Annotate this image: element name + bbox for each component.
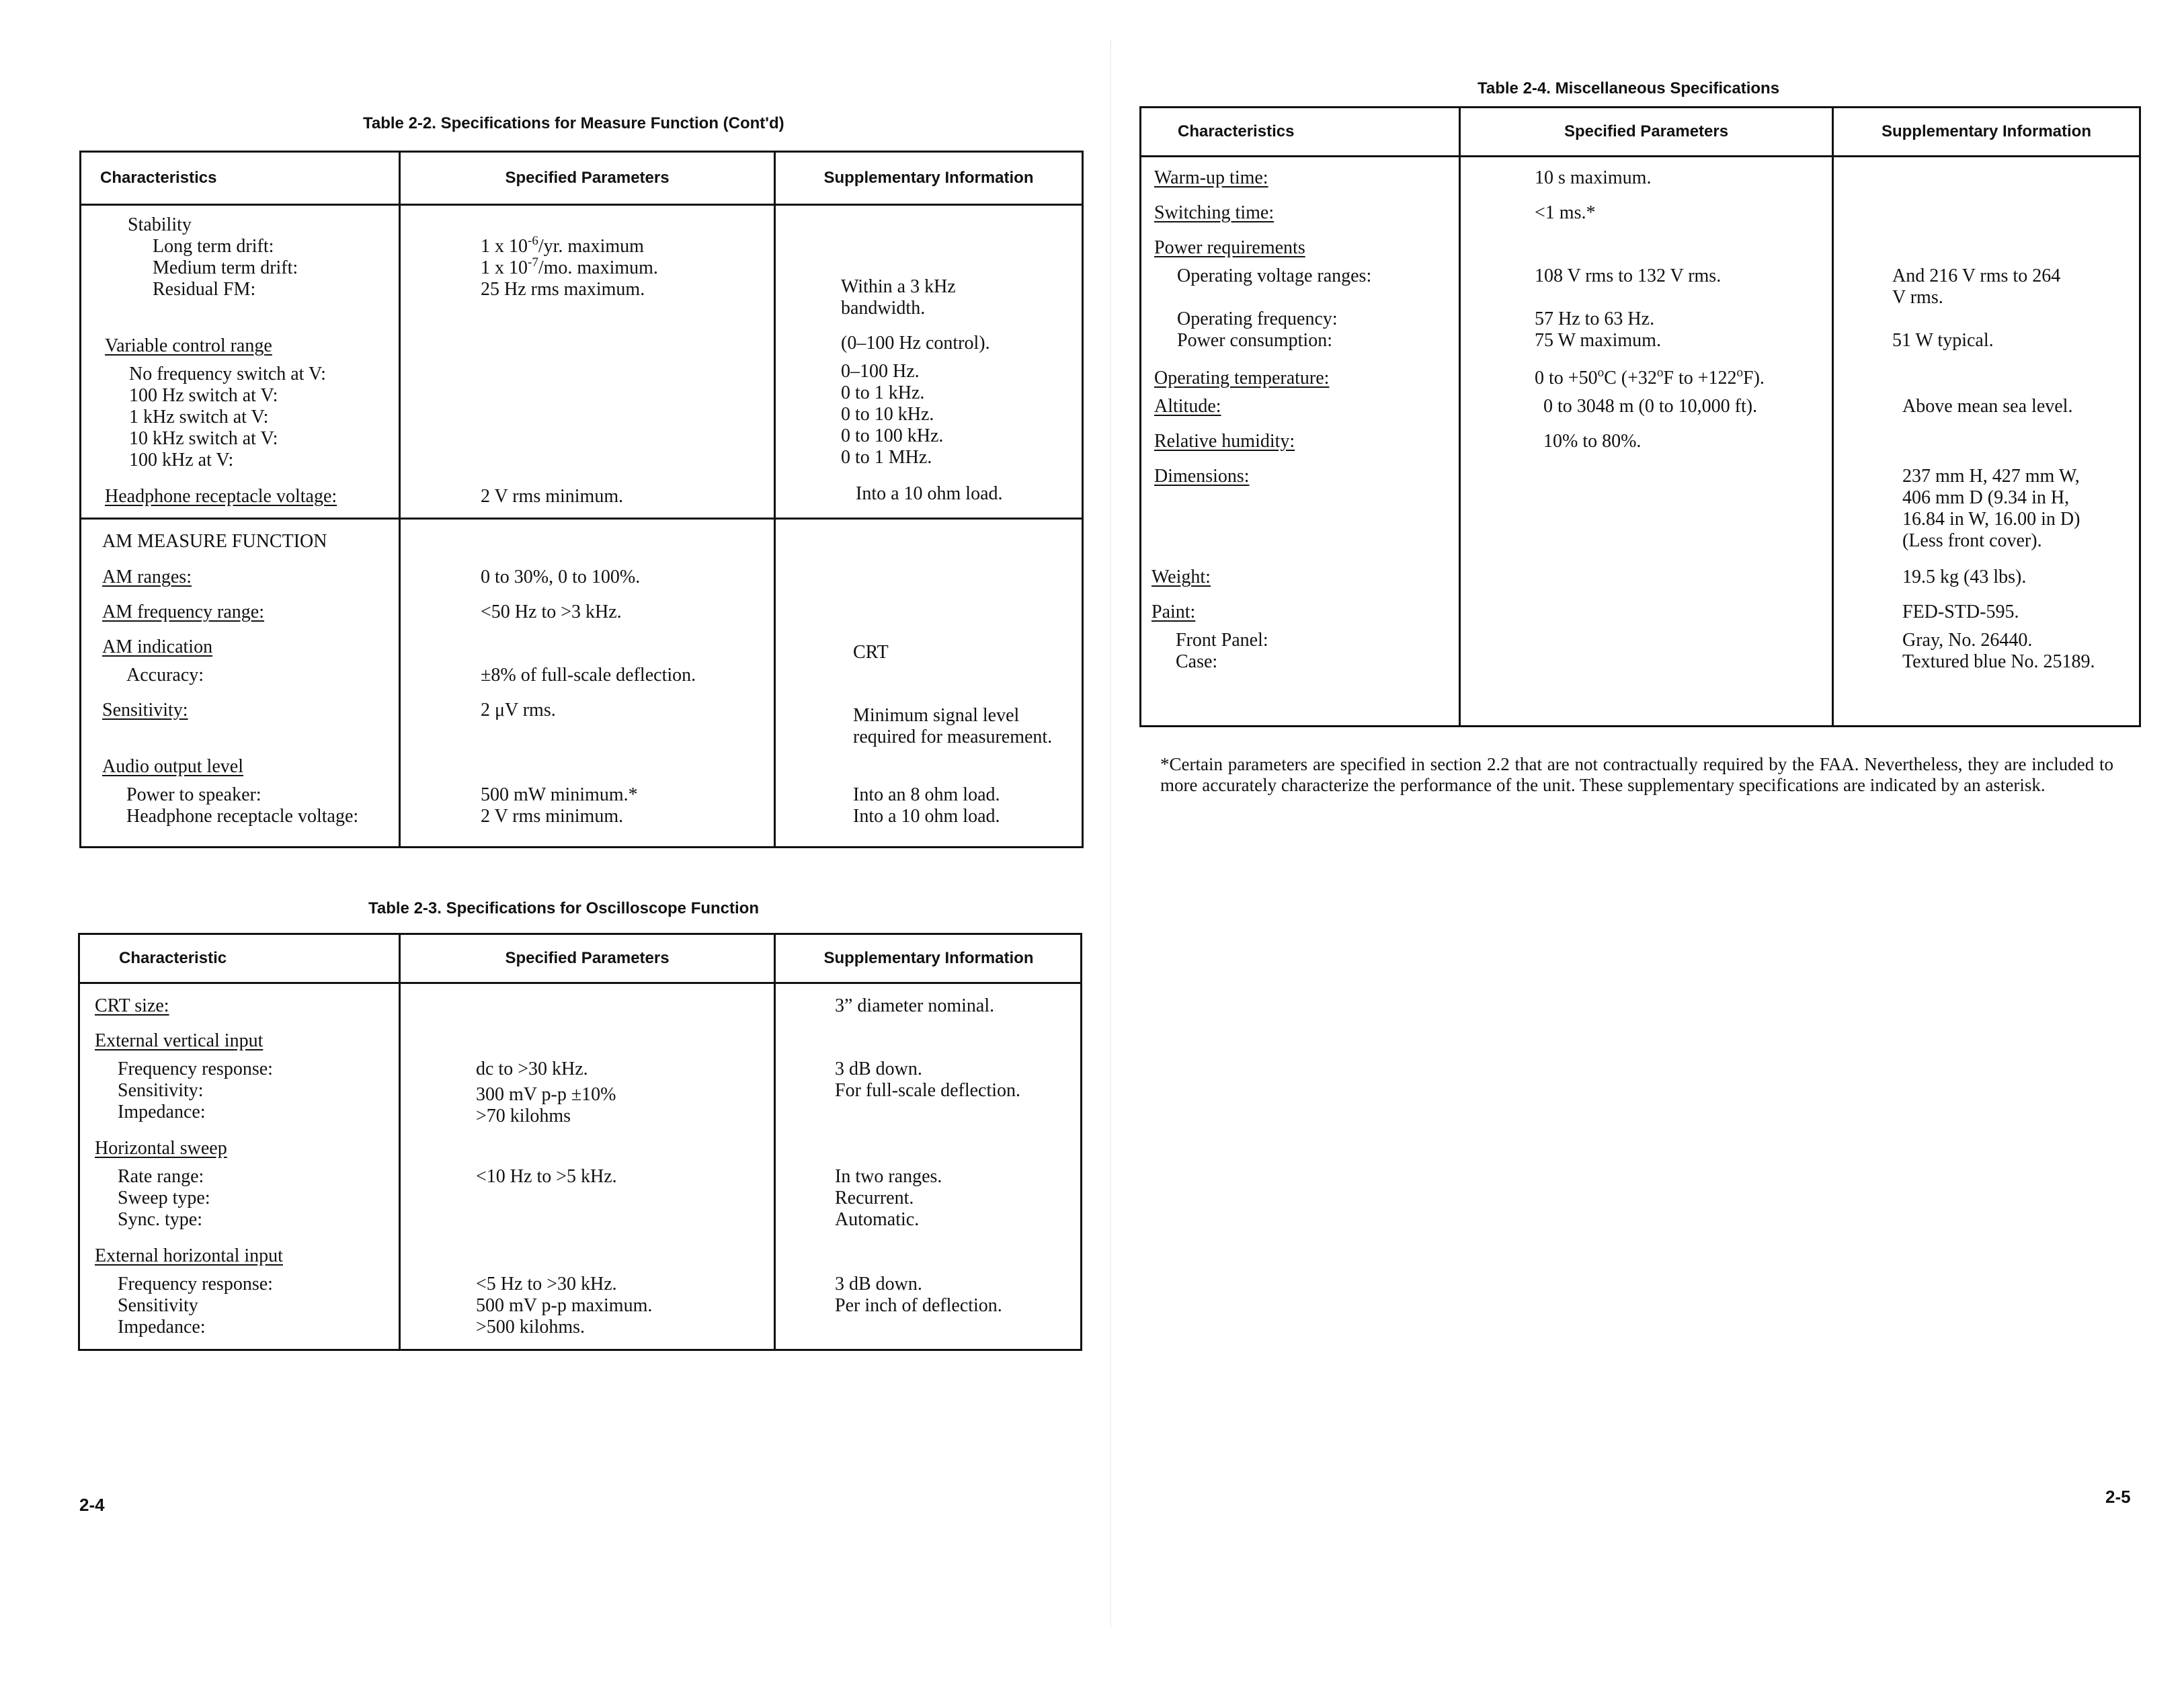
supplementary-info: In two ranges. [835,1166,942,1187]
table-header [81,153,1082,206]
supplementary-info: Per inch of deflection. [835,1295,1002,1316]
specified-value: 0 to 3048 m (0 to 10,000 ft). [1543,396,1758,417]
specified-value: 75 W maximum. [1535,330,1661,351]
specified-value: <5 Hz to >30 kHz. [476,1274,617,1294]
supplementary-info: 16.84 in W, 16.00 in D) [1902,509,2080,530]
row-label: Sensitivity: [118,1080,204,1101]
row-heading: AM indication [102,636,213,657]
row-label: Frequency response: [118,1274,273,1294]
supplementary-info: Gray, No. 26440. [1902,630,2033,651]
supplementary-info: Into a 10 ohm load. [853,806,1000,827]
specified-value: 108 V rms to 132 V rms. [1535,265,1722,286]
supplementary-info: Within a 3 kHz [841,276,956,297]
specified-value: 10% to 80%. [1543,431,1642,452]
row-label: Impedance: [118,1317,206,1337]
table-2-3 [78,933,1082,1351]
row-heading: Switching time: [1154,202,1275,223]
supplementary-info: 0 to 100 kHz. [841,425,944,446]
supplementary-info: CRT [853,642,889,663]
row-heading: Audio output level [102,756,243,777]
specified-value: 300 mV p-p ±10% [476,1084,616,1105]
row-heading: External horizontal input [95,1245,283,1266]
row-label: Headphone receptacle voltage: [126,806,359,827]
row-label: Sweep type: [118,1188,210,1208]
supplementary-info: 3 dB down. [835,1274,922,1294]
specified-value: dc to >30 kHz. [476,1059,588,1079]
specified-value: 2 μV rms. [481,700,556,720]
table-2-2 [79,151,1084,848]
column-divider [1832,108,1834,725]
row-heading: Operating temperature: [1154,368,1330,388]
row-heading: Variable control range [105,335,272,356]
supplementary-info: 0–100 Hz. [841,361,920,382]
supplementary-info: Recurrent. [835,1188,914,1208]
row-label: 1 kHz switch at V: [129,407,269,427]
supplementary-info: For full-scale deflection. [835,1080,1021,1101]
specified-value: <50 Hz to >3 kHz. [481,602,622,622]
column-divider [399,153,401,846]
table-2-4 [1139,106,2141,727]
page-number-left: 2-4 [79,1495,105,1515]
table-header [80,935,1080,984]
row-heading: Weight: [1151,567,1211,587]
row-label: Power to speaker: [126,784,261,805]
supplementary-info: bandwidth. [841,298,926,319]
row-heading: Power requirements [1154,237,1305,258]
row-label: 10 kHz switch at V: [129,428,278,449]
row-heading: Headphone receptacle voltage: [105,486,337,507]
row-label: Sensitivity [118,1295,198,1316]
row-label: Frequency response: [118,1059,273,1079]
supplementary-info: Automatic. [835,1209,920,1230]
row-label: Case: [1176,651,1218,672]
header-supplementary-information: Supplementary Information [1881,122,2092,140]
supplementary-info: Textured blue No. 25189. [1902,651,2095,672]
row-label: No frequency switch at V: [129,364,326,384]
specified-value: 500 mV p-p maximum. [476,1295,653,1316]
row-label: Front Panel: [1176,630,1268,651]
specified-value: >70 kilohms [476,1106,571,1126]
row-heading: Altitude: [1154,396,1221,417]
section-divider [81,518,1082,520]
supplementary-info: 0 to 1 MHz. [841,447,932,468]
table-2-4-caption: Table 2-4. Miscellaneous Specifications [1478,79,1780,97]
footnote: *Certain parameters are specified in section 2.2 that are not contractually required by the FAA. Nevertheless, they are included to more accurately characterize the performance of the unit. These supplementary specifications are indicated by an asterisk. [1160,754,2113,795]
column-divider [774,935,776,1349]
row-label: Operating frequency: [1177,308,1338,329]
supplementary-info: 237 mm H, 427 mm W, [1902,466,2080,487]
row-label: Stability [128,214,192,235]
specified-value: >500 kilohms. [476,1317,585,1337]
header-supplementary-information: Supplementary Information [823,169,1034,187]
row-heading: AM frequency range: [102,602,265,622]
table-2-2-caption: Table 2-2. Specifications for Measure Function (Cont'd) [363,114,784,132]
section-title: AM MEASURE FUNCTION [102,531,327,552]
column-divider [1459,108,1461,725]
row-label: Sync. type: [118,1209,202,1230]
supplementary-info: 0 to 1 kHz. [841,382,925,403]
row-label: Power consumption: [1177,330,1332,351]
supplementary-info: 3” diameter nominal. [835,995,995,1016]
header-specified-parameters: Specified Parameters [505,949,670,967]
specified-value: 500 mW minimum.* [481,784,638,805]
supplementary-info: FED-STD-595. [1902,602,2019,622]
page-number-right: 2-5 [2105,1487,2131,1507]
supplementary-info: Into an 8 ohm load. [853,784,1000,805]
supplementary-info: Minimum signal level [853,705,1020,726]
specified-value: 10 s maximum. [1535,167,1652,188]
row-label: Impedance: [118,1102,206,1122]
row-label: Residual FM: [153,279,256,300]
row-label: Medium term drift: [153,257,298,278]
supplementary-info: V rms. [1892,287,1943,308]
supplementary-info: (Less front cover). [1902,530,2042,551]
header-specified-parameters: Specified Parameters [1564,122,1729,140]
header-characteristic: Characteristic [119,949,227,967]
supplementary-info: And 216 V rms to 264 [1892,265,2061,286]
specified-value: <1 ms.* [1535,202,1596,223]
table-2-3-caption: Table 2-3. Specifications for Oscilloscope Function [368,899,760,917]
row-heading: Warm-up time: [1154,167,1268,188]
row-heading: Horizontal sweep [95,1138,227,1159]
specified-value: 2 V rms minimum. [481,806,624,827]
supplementary-info: Above mean sea level. [1902,396,2073,417]
specified-value: 0 to $+50^oC$ ($+32^oF$ to $+122^oF$). [1535,366,1765,388]
header-supplementary-information: Supplementary Information [823,949,1034,967]
header-characteristics: Characteristics [1178,122,1295,140]
header-characteristics: Characteristics [100,169,217,187]
row-label: Accuracy: [126,665,204,686]
supplementary-info: 3 dB down. [835,1059,922,1079]
specified-value: ±8% of full-scale deflection. [481,665,696,686]
row-heading: Dimensions: [1154,466,1250,487]
row-heading: AM ranges: [102,567,192,587]
row-label: 100 Hz switch at V: [129,385,278,406]
supplementary-info: 406 mm D (9.34 in H, [1902,487,2070,508]
row-heading: Relative humidity: [1154,431,1295,452]
specified-value: 2 V rms minimum. [481,486,624,507]
supplementary-info: 0 to 10 kHz. [841,404,934,425]
row-label: 100 kHz at V: [129,450,234,470]
row-heading: External vertical input [95,1030,264,1051]
supplementary-info: 51 W typical. [1892,330,1994,351]
column-divider [399,935,401,1349]
specified-value: 57 Hz to 63 Hz. [1535,308,1655,329]
specified-value: 1 x $10^{-6}/yr$. maximum [481,234,644,257]
specified-value: 25 Hz rms maximum. [481,279,645,300]
supplementary-info: required for measurement. [853,727,1053,747]
specified-value: 0 to 30%, 0 to 100%. [481,567,641,587]
header-specified-parameters: Specified Parameters [505,169,670,187]
supplementary-info: Into a 10 ohm load. [856,483,1003,504]
row-label: Rate range: [118,1166,204,1187]
supplementary-info: (0–100 Hz control). [841,333,990,354]
row-label: Long term drift: [153,236,274,257]
row-heading: Paint: [1151,602,1196,622]
page-gutter [1110,40,1111,1626]
specified-value: 1 x $10^{-7}/mo$. maximum. [481,255,658,278]
table-header [1141,108,2139,157]
row-heading: Sensitivity: [102,700,188,720]
row-heading: CRT size: [95,995,169,1016]
supplementary-info: 19.5 kg (43 lbs). [1902,567,2027,587]
column-divider [774,153,776,846]
row-label: Operating voltage ranges: [1177,265,1372,286]
specified-value: <10 Hz to >5 kHz. [476,1166,617,1187]
